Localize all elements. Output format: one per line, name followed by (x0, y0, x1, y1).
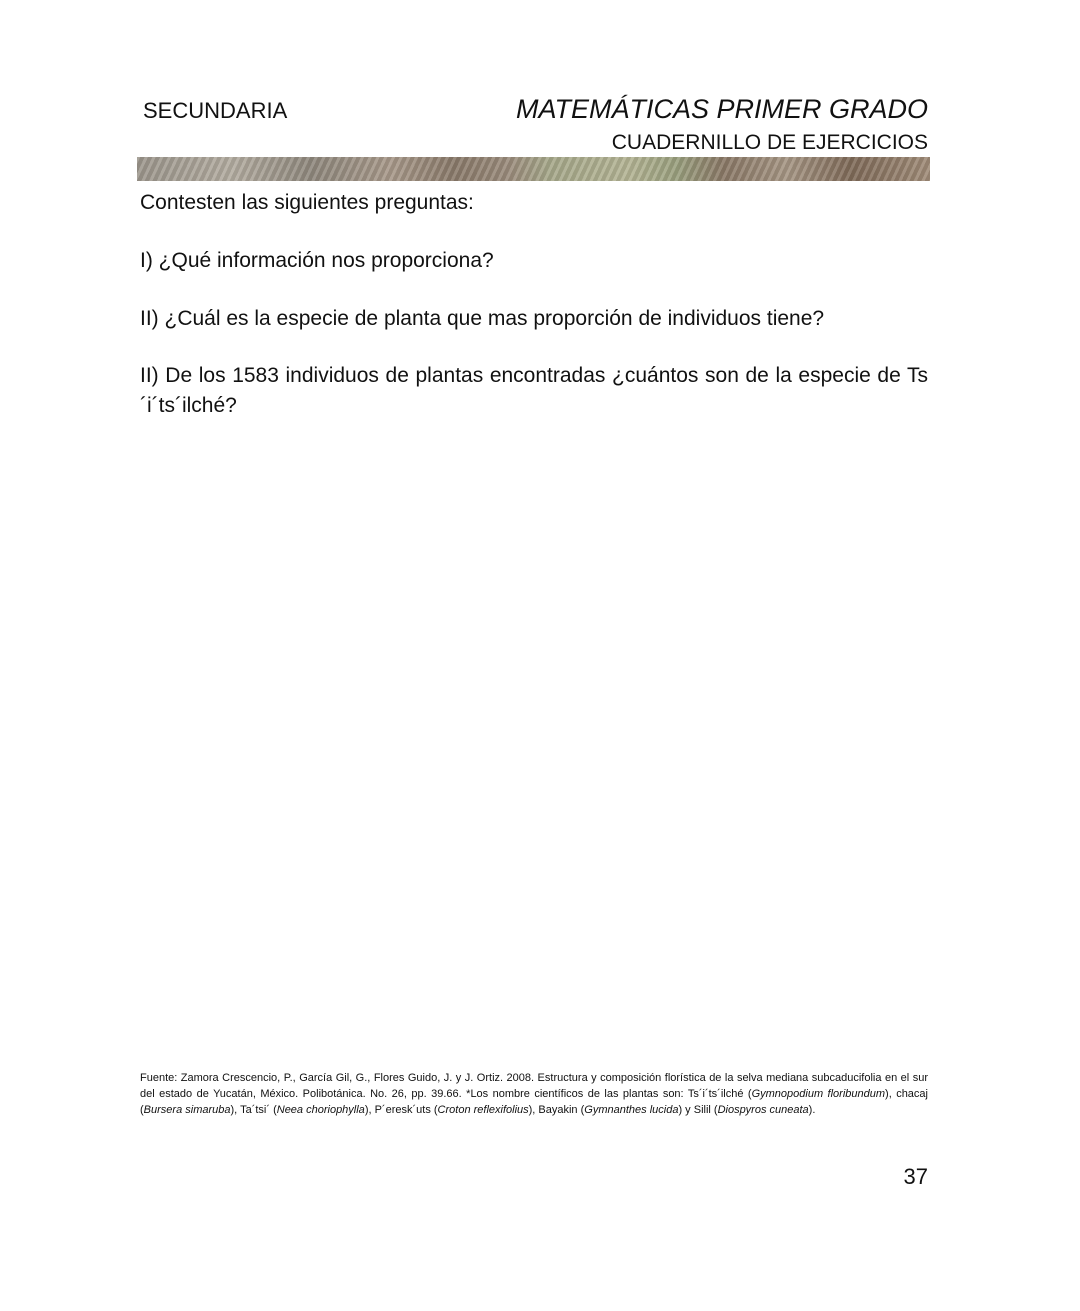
footnote-text: Fuente: Zamora Crescencio, P., García Gil, G., Flores Guido, J. y J. Ortiz. 2008. Estructura y composición florística de la selva mediana subcaducifolia en el sur del estado de Yucatán, México. Polibotánica. No. 26, pp. 39.66. *Los nombre científicos de las plantas son: Ts´i´ts´ilché ( (140, 1072, 928, 1100)
scientific-name: Croton reflexifolius (437, 1104, 529, 1116)
question-1: I) ¿Qué información nos proporciona? (140, 249, 494, 272)
footnote-text: ), P´eresk´uts ( (364, 1104, 438, 1116)
scientific-name: Gymnopodium floribundum (751, 1088, 886, 1100)
scientific-name: Neea choriophylla (276, 1104, 365, 1116)
page-number: 37 (903, 1164, 928, 1189)
scientific-name: Diospyros cuneata (717, 1104, 809, 1116)
footnote-text: ), Bayakin ( (528, 1104, 585, 1116)
decorative-banner-image (137, 157, 930, 181)
question-2: II) ¿Cuál es la especie de planta que mas proporción de individuos tiene? (140, 307, 825, 330)
instructions-text: Contesten las siguientes preguntas: (140, 191, 474, 214)
footnote-text: ). (808, 1104, 816, 1116)
footnote-text: ), Ta´tsi´ ( (230, 1104, 277, 1116)
scientific-name: Bursera simaruba (143, 1104, 231, 1116)
question-3: II) De los 1583 individuos de plantas encontradas ¿cuántos son de la especie de Ts´i´ts´ilché? (140, 364, 928, 417)
header-title: MATEMÁTICAS PRIMER GRADO (515, 94, 928, 124)
header-subtitle: CUADERNILLO DE EJERCICIOS (611, 131, 928, 154)
scientific-name: Gymnanthes lucida (584, 1104, 679, 1116)
header-level-label: SECUNDARIA (143, 98, 288, 123)
footnote-text: ) y Silil ( (678, 1104, 718, 1116)
source-footnote (140, 1070, 928, 1118)
footnote-text: ), chacaj ( (140, 1088, 928, 1116)
